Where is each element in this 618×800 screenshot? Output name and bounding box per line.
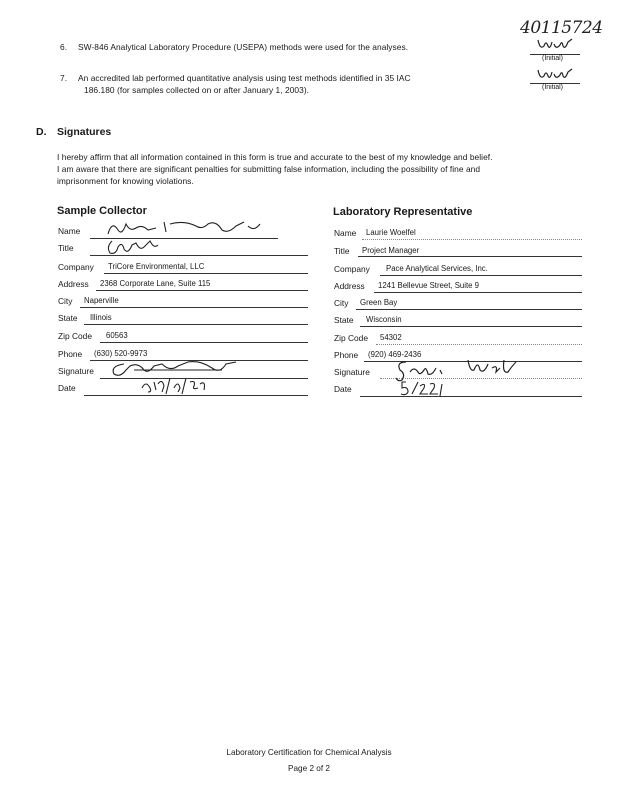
collector-city-line — [80, 307, 308, 308]
collector-signature-label: Signature — [58, 366, 94, 376]
collector-date-handwritten[interactable] — [140, 374, 210, 401]
collector-title-signature[interactable] — [104, 237, 164, 262]
lab-state-label: State — [334, 315, 354, 325]
collector-city-value[interactable]: Naperville — [84, 296, 119, 305]
lab-address-label: Address — [334, 281, 365, 291]
collector-date-label: Date — [58, 383, 76, 393]
collector-address-label: Address — [58, 279, 89, 289]
collector-state-value[interactable]: Illinois — [90, 313, 112, 322]
lab-name-line — [362, 239, 582, 240]
lab-address-value[interactable]: 1241 Bellevue Street, Suite 9 — [378, 281, 479, 290]
lab-phone-label: Phone — [334, 350, 359, 360]
item-7-text-line1: An accredited lab performed quantitative analysis using test methods identified in 35 IAC — [78, 73, 411, 83]
initial-label-7: (Initial) — [542, 84, 564, 91]
collector-title-label: Title — [58, 243, 74, 253]
item-6-number: 6. — [60, 42, 68, 52]
lab-company-line — [380, 275, 582, 276]
affirm-line-1: I hereby affirm that all information contained in this form is true and accurate to the best of my knowledge and belief. — [57, 152, 493, 162]
lab-date-handwritten[interactable] — [398, 378, 448, 403]
lab-address-line — [374, 292, 582, 293]
lab-name-label: Name — [334, 228, 357, 238]
lab-rep-heading: Laboratory Representative — [333, 206, 473, 218]
lab-phone-value[interactable]: (920) 469-2436 — [368, 350, 422, 359]
collector-address-value[interactable]: 2368 Corporate Lane, Suite 115 — [100, 279, 211, 288]
footer-title: Laboratory Certification for Chemical Analysis — [226, 748, 392, 757]
lab-state-line — [360, 326, 582, 327]
item-7-number: 7. — [60, 73, 68, 83]
lab-zip-label: Zip Code — [334, 333, 368, 343]
lab-zip-line — [376, 344, 582, 345]
section-letter: D. — [36, 126, 47, 138]
collector-state-label: State — [58, 313, 78, 323]
item-6-text: SW-846 Analytical Laboratory Procedure (USEPA) methods were used for the analyses. — [78, 42, 409, 52]
lab-date-line — [360, 396, 582, 397]
lab-signature-label: Signature — [334, 367, 370, 377]
collector-state-line — [84, 324, 308, 325]
collector-city-label: City — [58, 296, 73, 306]
sample-collector-heading: Sample Collector — [57, 205, 147, 217]
collector-company-label: Company — [58, 262, 94, 272]
affirm-line-3: imprisonment for knowing violations. — [57, 176, 194, 186]
collector-zip-line — [100, 342, 308, 343]
handwritten-doc-id — [520, 18, 603, 38]
collector-company-value[interactable]: TriCore Environmental, LLC — [108, 262, 205, 271]
collector-name-label: Name — [58, 226, 81, 236]
lab-date-label: Date — [334, 384, 352, 394]
item-7-text-line2: 186.180 (for samples collected on or after January 1, 2003). — [84, 85, 310, 95]
initial-label-6: (Initial) — [542, 55, 564, 62]
footer-page: Page 2 of 2 — [288, 764, 330, 773]
section-title: Signatures — [57, 126, 112, 138]
lab-title-line — [358, 256, 582, 257]
collector-company-line — [104, 273, 308, 274]
lab-name-value[interactable]: Laurie Woelfel — [366, 228, 416, 237]
collector-phone-label: Phone — [58, 349, 83, 359]
lab-city-line — [356, 309, 582, 310]
lab-state-value[interactable]: Wisconsin — [366, 315, 402, 324]
lab-zip-value[interactable]: 54302 — [380, 333, 402, 342]
collector-phone-value[interactable]: (630) 520-9973 — [94, 349, 148, 358]
lab-title-label: Title — [334, 246, 350, 256]
lab-city-value[interactable]: Green Bay — [360, 298, 398, 307]
collector-zip-value[interactable]: 60563 — [106, 331, 128, 340]
lab-title-value[interactable]: Project Manager — [362, 246, 420, 255]
collector-title-line — [90, 255, 308, 256]
lab-company-value[interactable]: Pace Analytical Services, Inc. — [386, 264, 488, 273]
collector-date-line — [84, 395, 308, 396]
affirm-line-2: I am aware that there are significant penalties for submitting false information, including the possibility of fine and — [57, 164, 481, 174]
lab-company-label: Company — [334, 264, 370, 274]
lab-city-label: City — [334, 298, 349, 308]
doc-id-text: 40115724 — [520, 18, 603, 38]
collector-zip-label: Zip Code — [58, 331, 92, 341]
collector-address-line — [96, 290, 308, 291]
